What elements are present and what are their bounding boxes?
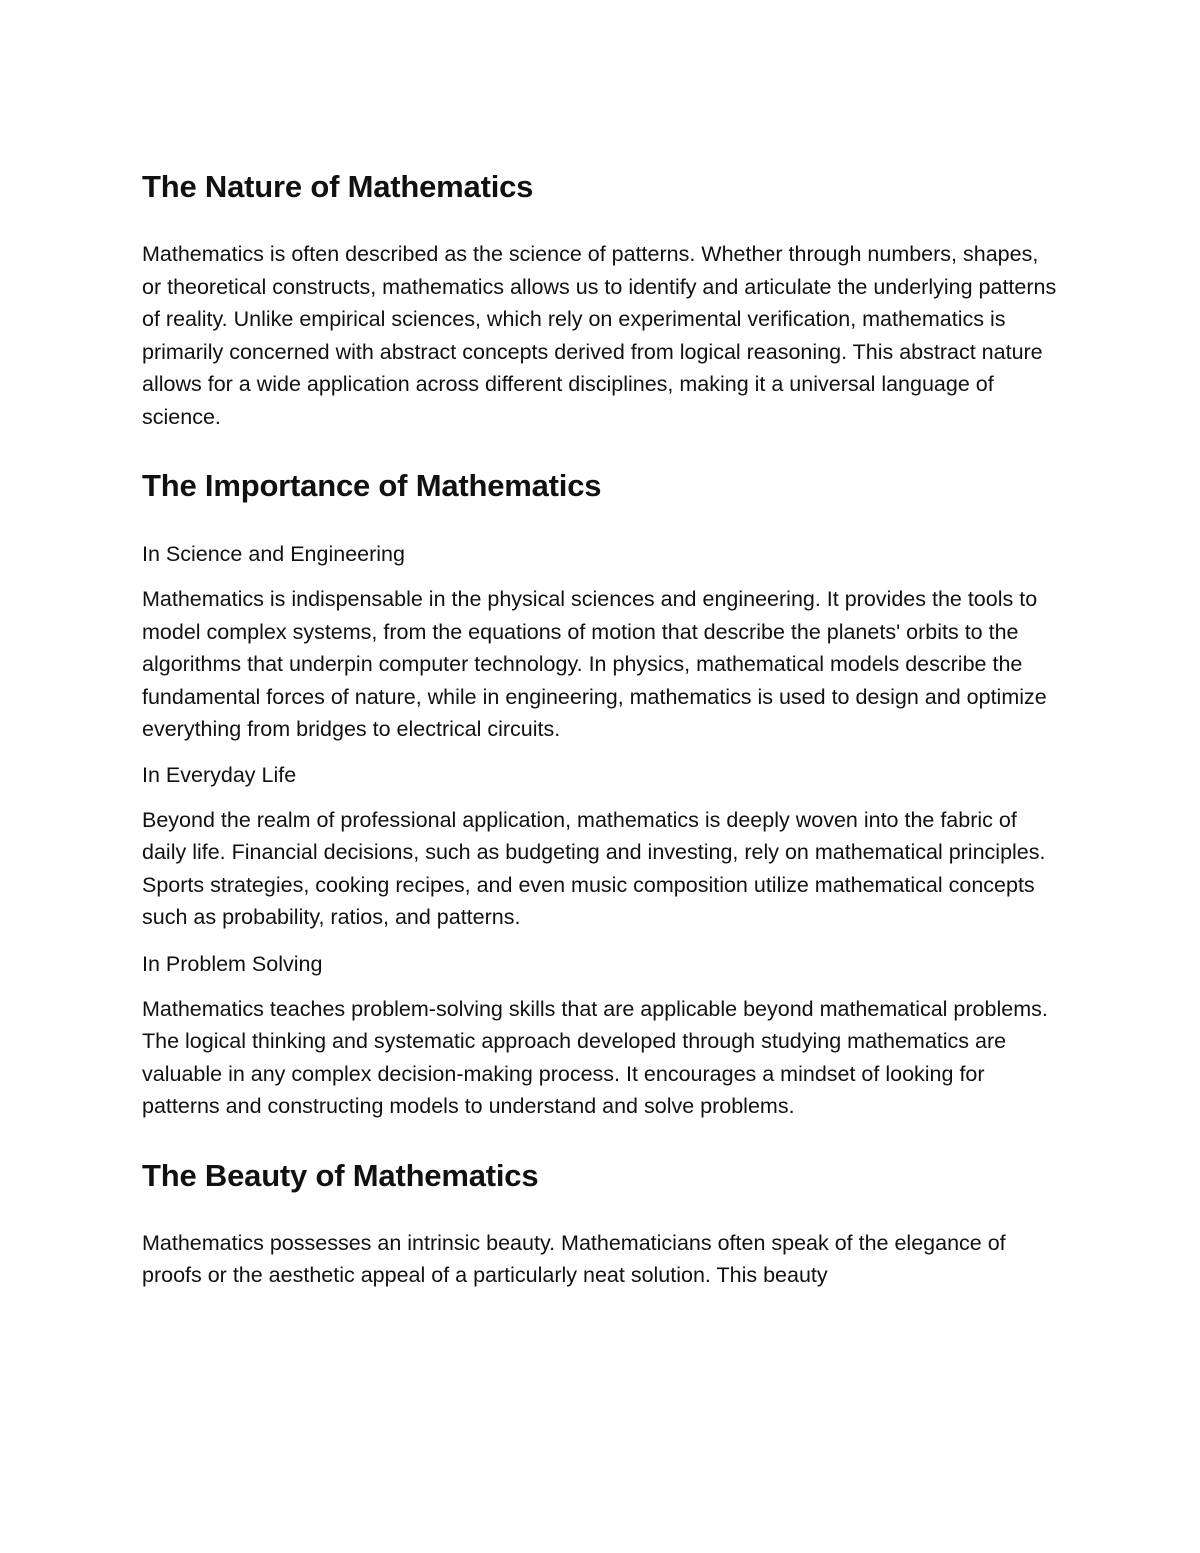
- paragraph-problem-solving: Mathematics teaches problem-solving skills that are applicable beyond mathematical problems. The logical thinking and systematic approach developed through studying mathematics are valuable in any complex decision-making process. It encourages a mindset of looking for patterns and constructing models to understand and solve problems.: [142, 996, 1048, 1118]
- section-heading-beauty: The Beauty of Mathematics: [142, 1157, 539, 1193]
- section-heading-importance: The Importance of Mathematics: [142, 468, 602, 503]
- paragraph-beauty: Mathematics possesses an intrinsic beauty. Mathematicians often speak of the elegance of proofs or the aesthetic appeal of a particularly neat solution. This beauty: [142, 1230, 1006, 1287]
- subheading-problem-solving: In Problem Solving: [142, 951, 323, 976]
- subheading-everyday-life: In Everyday Life: [142, 762, 297, 787]
- paragraph-science-engineering: Mathematics is indispensable in the physical sciences and engineering. It provides the tools to model complex systems, from the equations of motion that describe the planets' orbits to the algorithms that underpin computer technology. In physics, mathematical models describe the fundamental forces of nature, while in engineering, mathematics is used to design and optimize everything from bridges to electrical circuits.: [142, 587, 1047, 741]
- document-content: [142, 164, 1062, 1292]
- paragraph-everyday-life: Beyond the realm of professional application, mathematics is deeply woven into the fabric of daily life. Financial decisions, such as budgeting and investing, rely on mathematical principles. Sports strategies, cooking recipes, and even music composition utilize mathematical concepts such as probability, ratios, and patterns.: [142, 807, 1046, 929]
- paragraph-nature: Mathematics is often described as the science of patterns. Whether through numbers, shapes, or theoretical constructs, mathematics allows us to identify and articulate the underlying patterns of reality. Unlike empirical sciences, which rely on experimental verification, mathematics is primarily concerned with abstract concepts derived from logical reasoning. This abstract nature allows for a wide application across different disciplines, making it a universal language of science.: [142, 242, 1057, 429]
- section-heading-nature: The Nature of Mathematics: [142, 169, 534, 204]
- subheading-science-engineering: In Science and Engineering: [142, 542, 405, 566]
